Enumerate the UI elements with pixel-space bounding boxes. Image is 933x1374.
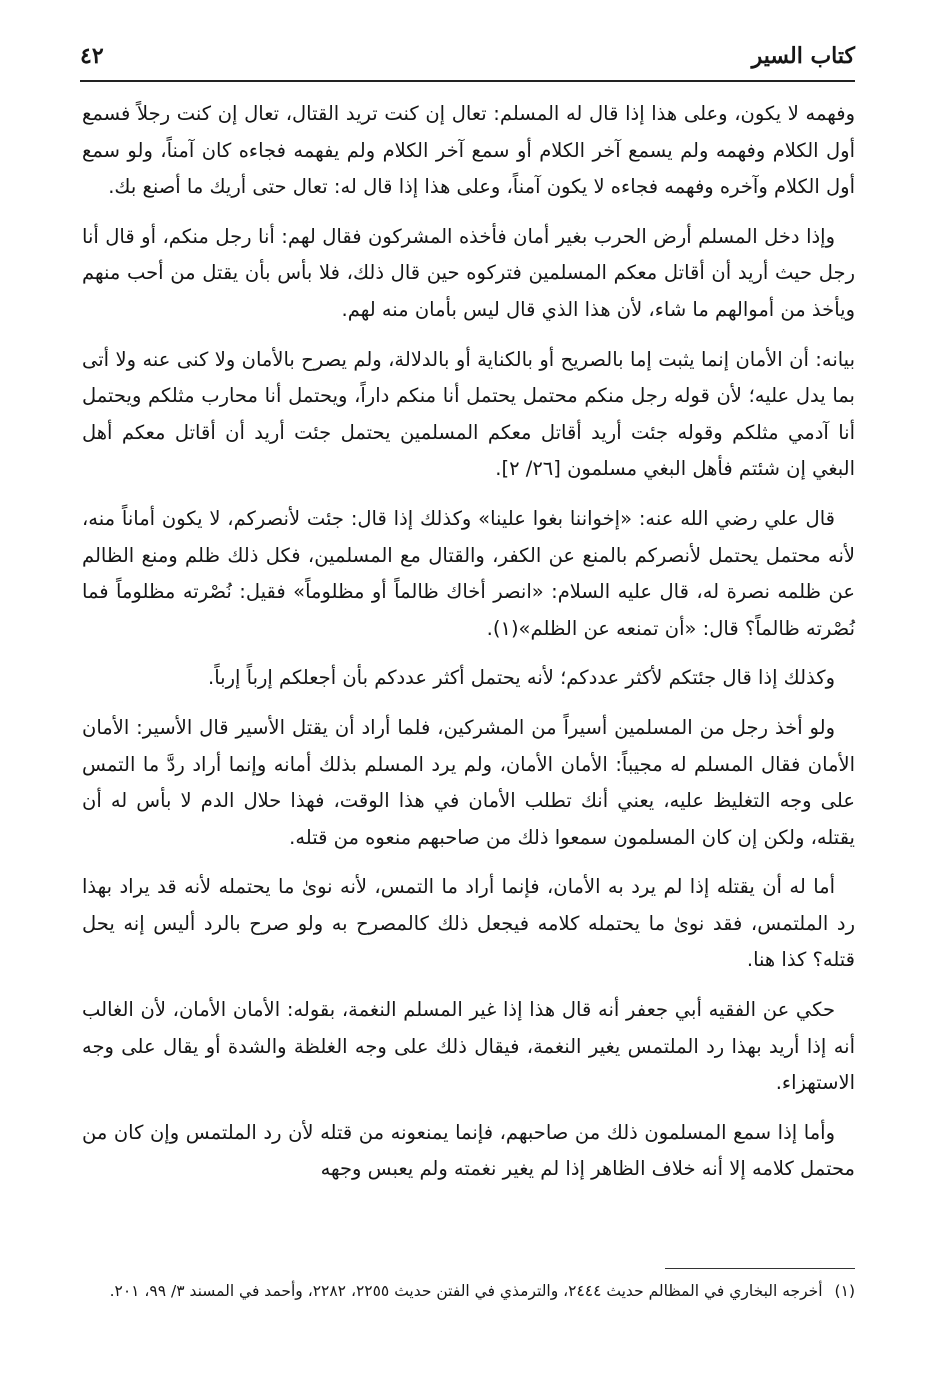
footnote: [82, 1277, 855, 1306]
main-text: [82, 96, 855, 1201]
paragraph: وإذا دخل المسلم أرض الحرب بغير أمان فأخذه المشركون فقال لهم: أنا رجل منكم، أو قال أنا رجل حيث أريد أن أقاتل معكم المسلمين فتركوه حين قال ذلك، فلا بأس بأن يقتل من أحب منهم ويأخذ من أموالهم ما شاء، لأن هذا الذي قال ليس بأمان منه لهم.: [82, 224, 855, 321]
page-number: ٤٢: [80, 43, 104, 69]
paragraph: بيانه: أن الأمان إنما يثبت إما بالصريح أو بالكناية أو بالدلالة، ولم يصرح بالأمان ولا كنى عنه ولا أتى بما يدل عليه؛ لأن قوله رجل منكم محتمل يحتمل أنا منكم داراً، ويحتمل أنا محارب مثلكم ويحتمل أنا آدمي مثلكم وقوله جئت أريد أقاتل معكم المسلمين يحتمل جئت أريد أن أقاتل معكم أهل البغي إن شئتم فأهل البغي مسلمون [٢٦/ ٢].: [82, 347, 855, 481]
paragraph: وكذلك إذا قال جئتكم لأكثر عددكم؛ لأنه يحتمل أكثر عددكم بأن أجعلكم إرباً إرباً.: [208, 666, 835, 690]
footnote-text: أخرجه البخاري في المظالم حديث ٢٤٤٤، والترمذي في الفتن حديث ٢٢٥٥، ٢٢٨٢، وأحمد في المسند ٣/ ٩٩، ٢٠١.: [109, 1282, 823, 1300]
running-title: كتاب السير: [751, 43, 855, 69]
header-divider: [80, 80, 855, 82]
page-header: [80, 40, 855, 76]
paragraph: أما له أن يقتله إذا لم يرد به الأمان، فإنما أراد ما التمس، لأنه نوىٰ ما يحتمله لأنه قد يراد بهذا رد الملتمس، فقد نوىٰ ما يحتمله كلامه فيجعل ذلك كالمصرح به ولو صرح بالرد أليس إنه يحل قتله؟ كذا هنا.: [82, 875, 855, 972]
paragraph: حكي عن الفقيه أبي جعفر أنه قال هذا إذا غير المسلم النغمة، بقوله: الأمان الأمان، لأن الغالب أنه إذا أريد بهذا رد الملتمس يغير النغمة، فيقال ذلك على وجه الغلظة والشدة أو يقال على وجه الاستهزاء.: [82, 998, 855, 1095]
footnote-number: (١): [834, 1282, 855, 1300]
paragraph: ولو أخذ رجل من المسلمين أسيراً من المشركين، فلما أراد أن يقتل الأسير قال الأسير: الأمان الأمان فقال المسلم له مجيباً: الأمان الأمان، ولم يرد المسلم بذلك أمانه وإنما أراد ردَّ ما التمس على وجه التغليظ عليه، يعني أنك تطلب الأمان في هذا الوقت، فهذا حلال الدم لا بأس له أن يقتله، ولكن إن كان المسلمون سمعوا ذلك من صاحبهم منعوه من قتله.: [82, 715, 855, 849]
paragraph: وأما إذا سمع المسلمون ذلك من صاحبهم، فإنما يمنعونه من قتله لأن رد الملتمس وإن كان من محتمل كلامه إلا أنه خلاف الظاهر إذا لم يغير نغمته ولم يعبس وجهه: [82, 1120, 855, 1181]
paragraph: قال علي رضي الله عنه: «إخواننا بغوا علينا» وكذلك إذا قال: جئت لأنصركم، لا يكون أماناً منه، لأنه محتمل يحتمل لأنصركم بالمنع عن الكفر، والقتال مع المسلمين، فكل ذلك ظلم ومنع الظالم عن ظلمه نصرة له، قال عليه السلام: «انصر أخاك ظالماً أو مظلوماً» فقيل: نُصْرته مظلوماً فما نُصْرته ظالماً؟ قال: «أن تمنعه عن الظلم»(١).: [82, 506, 855, 640]
footnote-divider: [665, 1268, 855, 1269]
paragraph: وفهمه لا يكون، وعلى هذا إذا قال له المسلم: تعال إن كنت تريد القتال، تعال إن كنت رجلاً فسمع أول الكلام وفهمه ولم يسمع آخر الكلام أو سمع آخر الكلام ولم يفهمه فجاءه كان آمناً، ولو سمع أول الكلام وآخره وفهمه فجاءه لا يكون آمناً، وعلى هذا إذا قال له: تعال حتى أريك ما أصنع بك.: [82, 102, 855, 199]
